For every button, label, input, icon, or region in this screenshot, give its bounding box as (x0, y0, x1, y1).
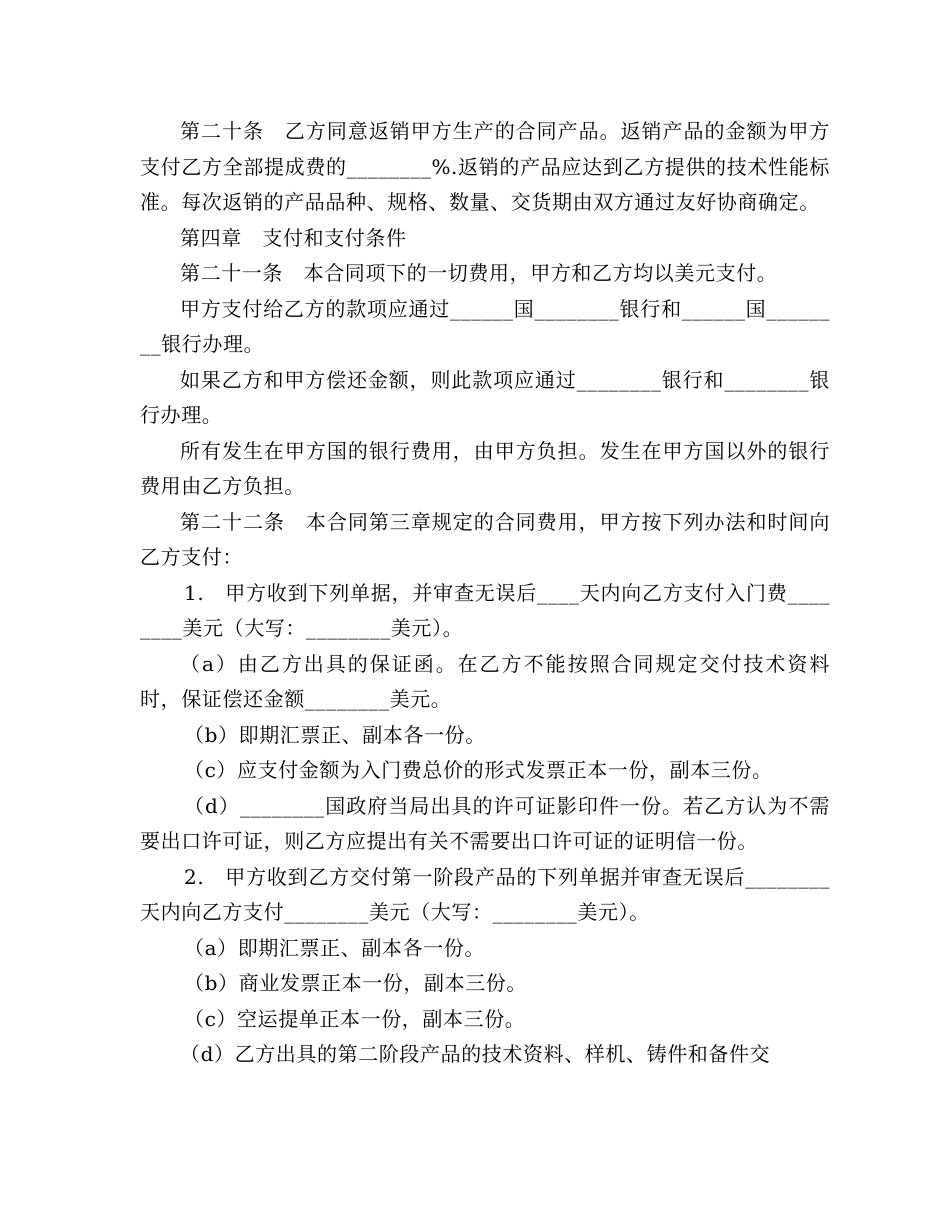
item-2-d: （d）乙方出具的第二阶段产品的技术资料、样机、铸件和备件交 (180, 1042, 771, 1066)
article-20: 第二十条 乙方同意返销甲方生产的合同产品。返销产品的金额为甲方支付乙方全部提成费的________%.返销的产品应达到乙方提供的技术性能标准。每次返销的产品品种、规格、数量、交货期由双方通过友好协商确定。 (140, 119, 830, 214)
item-1: 1. 甲方收到下列单据，并审查无误后____天内向乙方支付入门费________美元（大写：________美元）。 (140, 580, 830, 640)
item-2: 2. 甲方收到乙方交付第一阶段产品的下列单据并审查无误后________天内向乙方支付________美元（大写：________美元）。 (140, 864, 830, 924)
repayment-bank-clause: 如果乙方和甲方偿还金额，则此款项应通过________银行和________银行办理。 (140, 367, 830, 427)
article-21: 第二十一条 本合同项下的一切费用，甲方和乙方均以美元支付。 (180, 261, 778, 285)
bank-fees-clause: 所有发生在甲方国的银行费用，由甲方负担。发生在甲方国以外的银行费用由乙方负担。 (140, 438, 830, 498)
payment-bank-clause: 甲方支付给乙方的款项应通过______国________银行和______国________银行办理。 (140, 296, 830, 356)
item-2-b: （b）商业发票正本一份，副本三份。 (184, 971, 528, 995)
article-22: 第二十二条 本合同第三章规定的合同费用，甲方按下列办法和时间向乙方支付： (140, 509, 830, 569)
item-1-c: （c）应支付金额为入门费总价的形式发票正本一份，副本三份。 (184, 758, 773, 782)
item-2-a: （a）即期汇票正、副本各一份。 (184, 935, 485, 960)
item-1-d: （d）________国政府当局出具的许可证影印件一份。若乙方认为不需要出口许可证，则乙方应提出有关不需要出口许可证的证明信一份。 (140, 793, 830, 853)
chapter-4-heading: 第四章 支付和支付条件 (180, 225, 407, 250)
item-1-b: （b）即期汇票正、副本各一份。 (184, 722, 486, 747)
item-2-c: （c）空运提单正本一份，副本三份。 (184, 1006, 526, 1031)
item-1-a: （a）由乙方出具的保证函。在乙方不能按照合同规定交付技术资料时，保证偿还金额________美元。 (140, 651, 830, 711)
